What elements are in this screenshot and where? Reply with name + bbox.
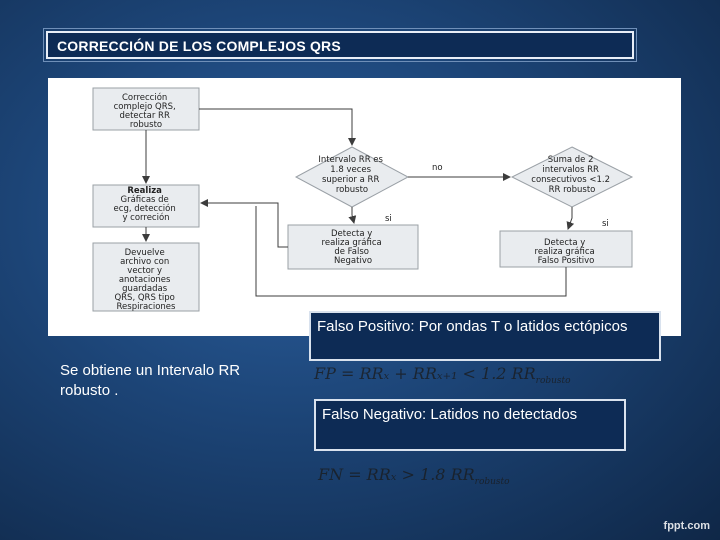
watermark: fppt.com bbox=[663, 520, 710, 532]
box3-text: Devuelve archivo con vector y anotaciones guardadas QRS, QRS tipo Respiraciones bbox=[114, 248, 176, 312]
box1-text: Corrección complejo QRS, detectar RR robusto bbox=[113, 93, 176, 130]
flowchart bbox=[48, 78, 681, 336]
false-positive-callout bbox=[309, 311, 661, 361]
fn-formula-sub: robusto bbox=[474, 477, 510, 488]
fn-formula bbox=[318, 465, 510, 487]
arrow-diamond1-box4 bbox=[352, 207, 354, 223]
fp-formula-sub: robusto bbox=[535, 376, 571, 387]
diamond1-text: Intervalo RR es 1.8 veces superior a RR robusto bbox=[318, 155, 383, 195]
label-si-1: si bbox=[385, 214, 392, 224]
slide-title: CORRECCIÓN DE LOS COMPLEJOS QRS bbox=[57, 38, 341, 54]
false-positive-text: Falso Positivo: Por ondas T o latidos ectópicos bbox=[317, 318, 628, 335]
box5-text: Detecta y realiza gráfica Falso Positivo bbox=[534, 238, 595, 266]
arrow-box1-diamond1 bbox=[199, 109, 352, 145]
false-negative-callout bbox=[314, 399, 626, 451]
box4-text: Detecta y realiza gráfica de Falso Negativo bbox=[321, 229, 382, 266]
arrow-diamond2-box5 bbox=[568, 207, 572, 229]
arrow-box4-box2 bbox=[201, 203, 288, 247]
label-no: no bbox=[432, 163, 443, 173]
false-negative-text: Falso Negativo: Latidos no detectados bbox=[322, 406, 578, 423]
fp-formula-main: FP = RRₓ + RRₓ₊₁ < 1.2 RR bbox=[314, 364, 536, 383]
box2-text: Realiza Gráficas de ecg, detección y correción bbox=[113, 186, 176, 223]
fn-formula-main: FN = RRₓ > 1.8 RR bbox=[318, 465, 475, 484]
fp-formula bbox=[314, 364, 571, 386]
diamond2-text: Suma de 2 intervalos RR consecutivos <1.2 RR robusto bbox=[531, 155, 610, 195]
label-si-2: si bbox=[602, 219, 609, 229]
flowchart-panel bbox=[48, 78, 681, 336]
side-note: Se obtiene un Intervalo RR robusto . bbox=[60, 362, 241, 399]
title-box bbox=[46, 31, 634, 59]
